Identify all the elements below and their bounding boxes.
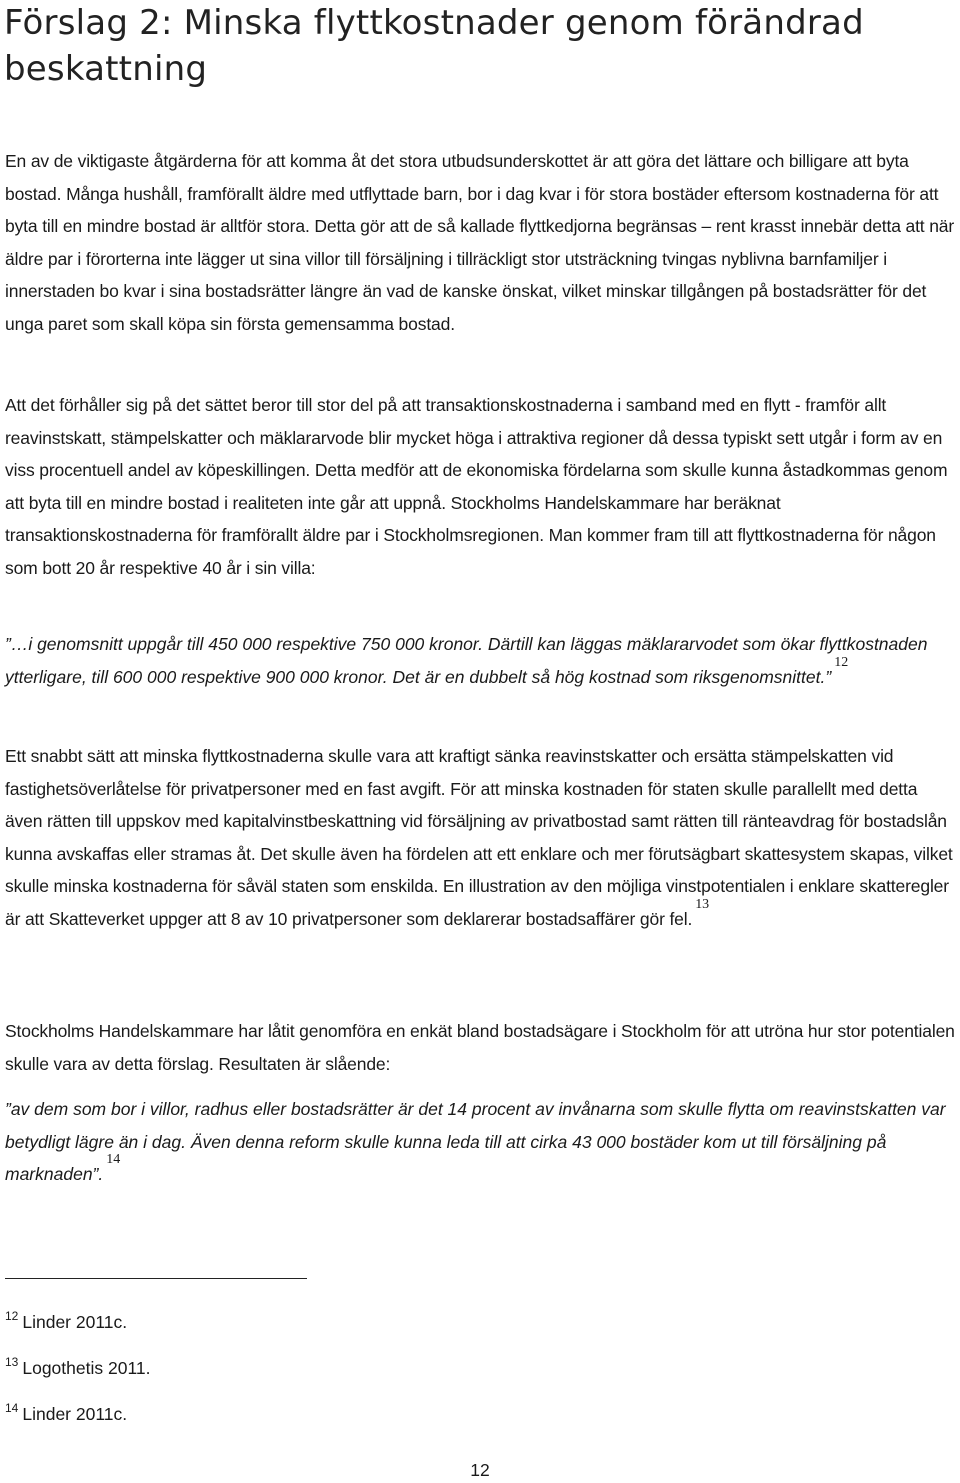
body-paragraph-3 <box>5 740 955 935</box>
page-number: 12 <box>470 1460 490 1480</box>
body-paragraph-4 <box>5 1015 955 1080</box>
footnote-ref-13[interactable]: 13 <box>695 896 709 912</box>
block-quote-1 <box>5 628 955 693</box>
body-paragraph-4-text: Stockholms Handelskammare har låtit genomföra en enkät bland bostadsägare i Stockholm för att utröna hur stor potentialen skulle vara av detta förslag. Resultaten är slående: <box>5 1021 955 1074</box>
body-paragraph-2-text: Att det förhåller sig på det sättet beror till stor del på att transaktionskostnaderna i samband med en flytt - framför allt reavinstskatt, stämpelskatter och mäklararvode blir mycket höga i attraktiva regioner då dessa typiskt sett utgår i form av en viss procentuell andel av köpeskillingen. Detta medför att de ekonomiska fördelarna som skulle kunna åstadkommas genom att byta till en mindre bostad i realiteten inte går att uppnå. Stockholms Handelskammare har beräknat transaktionskostnaderna för framförallt äldre par i Stockholmsregionen. Man kommer fram till att flyttkostnaderna för någon som bott 20 år respektive 40 år i sin villa: <box>5 395 948 578</box>
footnote-number: 13 <box>5 1355 19 1369</box>
footnote-12 <box>5 1310 605 1336</box>
block-quote-2-text: ”av dem som bor i villor, radhus eller bostadsrätter är det 14 procent av invånarna som skulle flytta om reavinstskatten var betydligt lägre än i dag. Även denna reform skulle kunna leda till att cirka 43 000 bostäder kom ut till försäljning på marknaden”. <box>5 1099 946 1184</box>
footnote-ref-14[interactable]: 14 <box>106 1152 121 1168</box>
block-quote-2 <box>5 1093 955 1191</box>
body-paragraph-1 <box>5 145 955 340</box>
body-paragraph-3-text: Ett snabbt sätt att minska flyttkostnaderna skulle vara att kraftigt sänka reavinstskatter och ersätta stämpelskatten vid fastighetsöverlåtelse för privatpersoner med en fast avgift. För att minska kostnaden för staten skulle parallellt med detta även rätten till uppskov med kapitalvinstbeskattning vid försäljning av privatbostad samt rätten till ränteavdrag för bostadslån kunna avskaffas eller stramas åt. Det skulle även ha fördelen att ett enklare och mer förutsägbart skattesystem skapas, vilket skulle minska kostnaderna för såväl staten som enskilda. En illustration av den möjliga vinstpotentialen i enklare skatteregler är att Skatteverket uppger att 8 av 10 privatpersoner som deklarerar bostadsaffärer gör fel. <box>5 746 953 929</box>
body-paragraph-2 <box>5 389 955 584</box>
footnote-number: 14 <box>5 1401 19 1415</box>
footnote-separator <box>5 1278 307 1279</box>
body-paragraph-1-text: En av de viktigaste åtgärderna för att komma åt det stora utbudsunderskottet är att göra det lättare och billigare att byta bostad. Många hushåll, framförallt äldre med utflyttade barn, bor i dag kvar i för stora bostäder eftersom kostnaderna för att byta till en mindre bostad är alltför stora. Detta gör att de så kallade flyttkedjorna begränsas – rent krasst innebär detta att när äldre par i förorterna inte lägger ut sina villor till försäljning i tillräckligt stor utsträckning tvingas nyblivna barnfamiljer i innerstaden bo kvar i sina bostadsrätter längre än vad de kanske önskat, vilket minskar tillgången på bostadsrätter för det unga paret som skall köpa sin första gemensamma bostad. <box>5 151 955 334</box>
footnote-ref-12[interactable]: 12 <box>834 654 849 670</box>
footnote-number: 12 <box>5 1309 19 1323</box>
footnote-13 <box>5 1356 605 1382</box>
footnote-text: Logothetis 2011. <box>22 1358 151 1378</box>
footnote-text: Linder 2011c. <box>22 1312 128 1332</box>
block-quote-1-text: ”…i genomsnitt uppgår till 450 000 respektive 750 000 kronor. Därtill kan läggas mäklararvodet som ökar flyttkostnaden ytterligare, till 600 000 respektive 900 000 kronor. Det är en dubbelt så hög kostnad som riksgenomsnittet.” <box>5 634 928 687</box>
footnote-14 <box>5 1402 605 1428</box>
footnote-text: Linder 2011c. <box>22 1404 128 1424</box>
page-title: Förslag 2: Minska flyttkostnader genom förändrad beskattning <box>4 3 864 89</box>
